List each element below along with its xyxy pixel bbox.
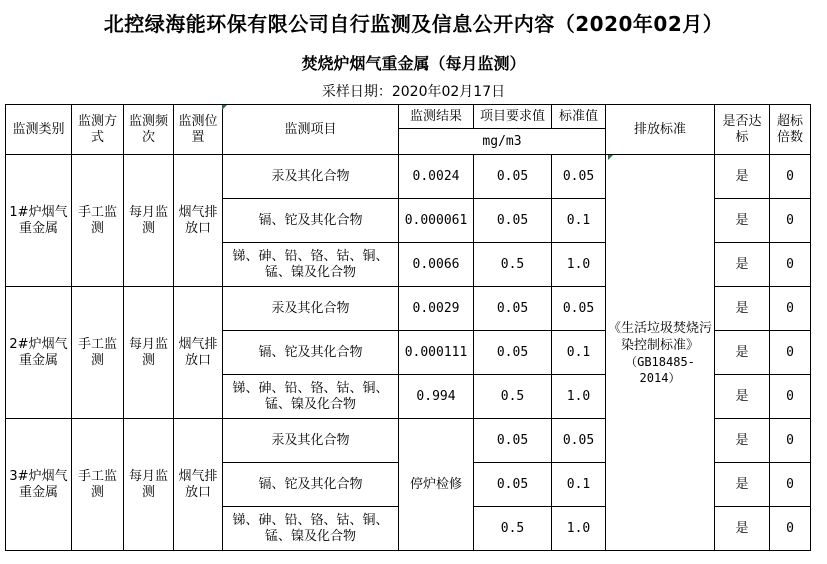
- group-1-frequency: 每月监测: [124, 155, 174, 287]
- group-1-exceed-3: 0: [770, 243, 811, 287]
- group-3-exceed-3: 0: [770, 507, 811, 551]
- group-1-method: 手工监测: [72, 155, 124, 287]
- header-category: 监测类别: [6, 105, 72, 155]
- group-1-compliant-2: 是: [715, 199, 770, 243]
- header-standard-value: 标准值: [552, 105, 606, 129]
- group-1-standard-3: 1.0: [552, 243, 606, 287]
- group-2-exceed-2: 0: [770, 331, 811, 375]
- group-2-item-1: 汞及其化合物: [223, 287, 399, 331]
- group-2-requirement-1: 0.05: [474, 287, 552, 331]
- group-2-method: 手工监测: [72, 287, 124, 419]
- group-1-item-2: 镉、铊及其化合物: [223, 199, 399, 243]
- emission-standard-text: 《生活垃圾焚烧污染控制标准》: [608, 320, 713, 353]
- group-2-exceed-1: 0: [770, 287, 811, 331]
- group-3-exceed-1: 0: [770, 419, 811, 463]
- group-1-exceed-1: 0: [770, 155, 811, 199]
- group-1-location: 烟气排放口: [174, 155, 223, 287]
- group-2-compliant-1: 是: [715, 287, 770, 331]
- group-3-compliant-1: 是: [715, 419, 770, 463]
- group-1-compliant-3: 是: [715, 243, 770, 287]
- group-3-requirement-1: 0.05: [474, 419, 552, 463]
- group-3-standard-1: 0.05: [552, 419, 606, 463]
- group-3-method: 手工监测: [72, 419, 124, 551]
- cell-comment-indicator: [608, 155, 613, 160]
- group-1-result-2: 0.000061: [399, 199, 474, 243]
- header-requirement: 项目要求值: [474, 105, 552, 129]
- header-location: 监测位置: [174, 105, 223, 155]
- group-2-item-3: 锑、砷、铅、铬、钴、铜、锰、镍及化合物: [223, 375, 399, 419]
- group-1-requirement-1: 0.05: [474, 155, 552, 199]
- page-title: 北控绿海能环保有限公司自行监测及信息公开内容（2020年02月）: [103, 11, 724, 36]
- header-item: 监测项目: [223, 105, 399, 155]
- group-2-standard-1: 0.05: [552, 287, 606, 331]
- group-1-result-1: 0.0024: [399, 155, 474, 199]
- group-1-standard-1: 0.05: [552, 155, 606, 199]
- group-2-compliant-2: 是: [715, 331, 770, 375]
- table-subtitle: 焚烧炉烟气重金属（每月监测）: [301, 53, 526, 73]
- group-2-result-3: 0.994: [399, 375, 474, 419]
- header-exceed-multiple: 超标倍数: [770, 105, 811, 155]
- group-1-item-3: 锑、砷、铅、铬、钴、铜、锰、镍及化合物: [223, 243, 399, 287]
- monitoring-table: [5, 104, 811, 551]
- group-2-category: 2#炉烟气重金属: [6, 287, 72, 419]
- sample-date: 采样日期：2020年02月17日: [321, 84, 506, 100]
- group-1-category: 1#炉烟气重金属: [6, 155, 72, 287]
- header-method: 监测方式: [72, 105, 124, 155]
- group-3-item-3: 锑、砷、铅、铬、钴、铜、锰、镍及化合物: [223, 507, 399, 551]
- group-3-compliant-2: 是: [715, 463, 770, 507]
- group-1-item-1: 汞及其化合物: [223, 155, 399, 199]
- group-2-item-2: 镉、铊及其化合物: [223, 331, 399, 375]
- group-3-compliant-3: 是: [715, 507, 770, 551]
- group-3-standard-3: 1.0: [552, 507, 606, 551]
- group-2-frequency: 每月监测: [124, 287, 174, 419]
- group-2-location: 烟气排放口: [174, 287, 223, 419]
- group-2-requirement-3: 0.5: [474, 375, 552, 419]
- group-3-frequency: 每月监测: [124, 419, 174, 551]
- group-3-category: 3#炉烟气重金属: [6, 419, 72, 551]
- group-1-requirement-2: 0.05: [474, 199, 552, 243]
- group-3-result-merged: 停炉检修: [399, 419, 474, 551]
- group-2-compliant-3: 是: [715, 375, 770, 419]
- group-3-requirement-2: 0.05: [474, 463, 552, 507]
- group-1-standard-2: 0.1: [552, 199, 606, 243]
- header-emission-standard: 排放标准: [606, 105, 715, 155]
- group-1-requirement-3: 0.5: [474, 243, 552, 287]
- group-3-requirement-3: 0.5: [474, 507, 552, 551]
- group-2-standard-2: 0.1: [552, 331, 606, 375]
- group-2-requirement-2: 0.05: [474, 331, 552, 375]
- group-3-exceed-2: 0: [770, 463, 811, 507]
- emission-standard-cell: [606, 155, 715, 551]
- group-2-result-2: 0.000111: [399, 331, 474, 375]
- group-2-standard-3: 1.0: [552, 375, 606, 419]
- header-unit: mg/m3: [399, 129, 606, 155]
- group-3-standard-2: 0.1: [552, 463, 606, 507]
- cell-comment-indicator: [222, 105, 227, 110]
- group-3-item-2: 镉、铊及其化合物: [223, 463, 399, 507]
- group-1-result-3: 0.0066: [399, 243, 474, 287]
- group-1-compliant-1: 是: [715, 155, 770, 199]
- header-result: 监测结果: [399, 105, 474, 129]
- group-2-result-1: 0.0029: [399, 287, 474, 331]
- group-3-item-1: 汞及其化合物: [223, 419, 399, 463]
- header-compliant: 是否达标: [715, 105, 770, 155]
- header-frequency: 监测频次: [124, 105, 174, 155]
- group-3-location: 烟气排放口: [174, 419, 223, 551]
- emission-standard-code: （GB18485-2014）: [625, 354, 695, 385]
- group-1-exceed-2: 0: [770, 199, 811, 243]
- group-2-exceed-3: 0: [770, 375, 811, 419]
